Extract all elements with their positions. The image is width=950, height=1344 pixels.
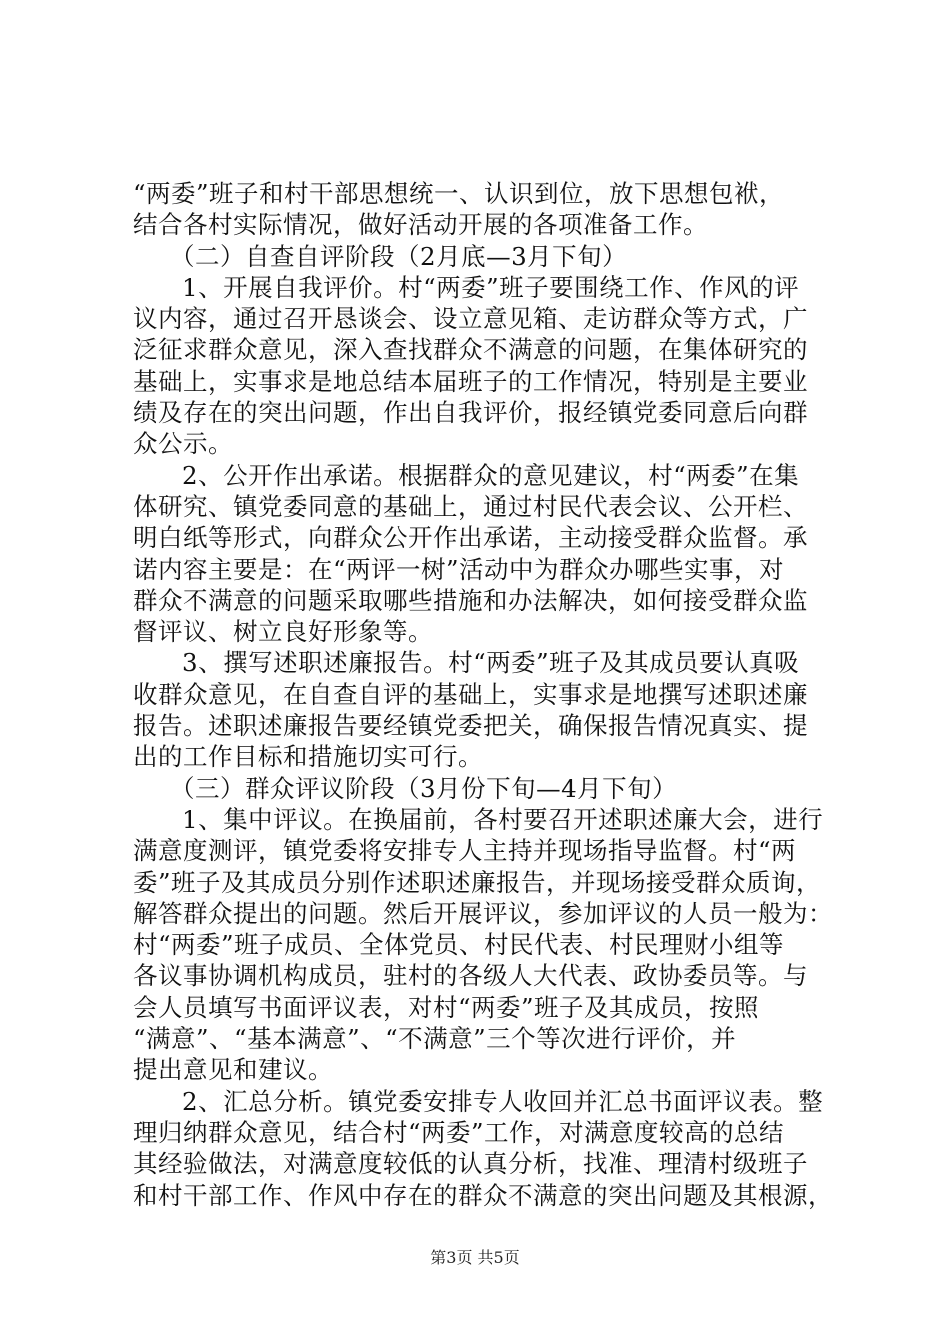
text-line: 报告。述职述廉报告要经镇党委把关，确保报告情况真实、提 bbox=[133, 711, 808, 741]
text-line: 1、集中评议。在换届前，各村要召开述职述廉大会，进行 bbox=[182, 804, 824, 834]
text-line: （二）自查自评阶段（2月底—3月下旬） bbox=[170, 241, 628, 271]
text-line: 解答群众提出的问题。然后开展评议，参加评议的人员一般为： bbox=[133, 898, 833, 928]
text-line: 督评议、树立良好形象等。 bbox=[133, 617, 433, 647]
text-line: 提出意见和建议。 bbox=[133, 1055, 333, 1085]
text-line: 和村干部工作、作风中存在的群众不满意的突出问题及其根源， bbox=[133, 1180, 833, 1210]
text-line: 结合各村实际情况，做好活动开展的各项准备工作。 bbox=[133, 210, 708, 240]
text-line: 泛征求群众意见，深入查找群众不满意的问题，在集体研究的 bbox=[133, 335, 808, 365]
text-line: 体研究、镇党委同意的基础上，通过村民代表会议、公开栏、 bbox=[133, 491, 808, 521]
text-line: （三）群众评议阶段（3月份下旬—4月下旬） bbox=[170, 773, 678, 803]
text-line: 2、汇总分析。镇党委安排专人收回并汇总书面评议表。整 bbox=[182, 1086, 824, 1116]
text-line: 1、开展自我评价。村“两委”班子要围绕工作、作风的评 bbox=[182, 272, 800, 302]
text-line: 基础上，实事求是地总结本届班子的工作情况，特别是主要业 bbox=[133, 366, 808, 396]
text-line: 群众不满意的问题采取哪些措施和办法解决，如何接受群众监 bbox=[133, 585, 808, 615]
text-line: 诺内容主要是：在“两评一树”活动中为群众办哪些实事，对 bbox=[133, 554, 785, 584]
text-line: “两委”班子和村干部思想统一、认识到位，放下思想包袱， bbox=[133, 179, 785, 208]
text-line: 议内容，通过召开恳谈会、设立意见箱、走访群众等方式，广 bbox=[133, 304, 808, 334]
text-line: 各议事协调机构成员，驻村的各级人大代表、政协委员等。与 bbox=[133, 961, 808, 991]
text-line: “满意”、“基本满意”、“不满意”三个等次进行评价，并 bbox=[133, 1024, 737, 1054]
text-line: 村“两委”班子成员、全体党员、村民代表、村民理财小组等 bbox=[133, 930, 785, 960]
text-line: 会人员填写书面评议表，对村“两委”班子及其成员，按照 bbox=[133, 992, 760, 1022]
text-line: 3、撰写述职述廉报告。村“两委”班子及其成员要认真吸 bbox=[182, 648, 800, 678]
document-body bbox=[133, 178, 833, 1211]
text-line: 理归纳群众意见，结合村“两委”工作，对满意度较高的总结 bbox=[133, 1117, 785, 1147]
text-line: 众公示。 bbox=[133, 429, 233, 459]
page-number-footer: 第3页 共5页 bbox=[430, 1248, 520, 1267]
text-line: 委”班子及其成员分别作述职述廉报告，并现场接受群众质询， bbox=[133, 867, 822, 897]
text-line: 满意度测评，镇党委将安排专人主持并现场指导监督。村“两 bbox=[133, 836, 797, 866]
text-line: 2、公开作出承诺。根据群众的意见建议，村“两委”在集 bbox=[182, 460, 800, 490]
text-line: 收群众意见，在自查自评的基础上，实事求是地撰写述职述廉 bbox=[133, 679, 808, 709]
text-line: 绩及存在的突出问题，作出自我评价，报经镇党委同意后向群 bbox=[133, 398, 808, 428]
text-line: 其经验做法，对满意度较低的认真分析，找准、理清村级班子 bbox=[133, 1149, 808, 1179]
text-line: 明白纸等形式，向群众公开作出承诺，主动接受群众监督。承 bbox=[133, 523, 808, 553]
text-line: 出的工作目标和措施切实可行。 bbox=[133, 742, 483, 772]
